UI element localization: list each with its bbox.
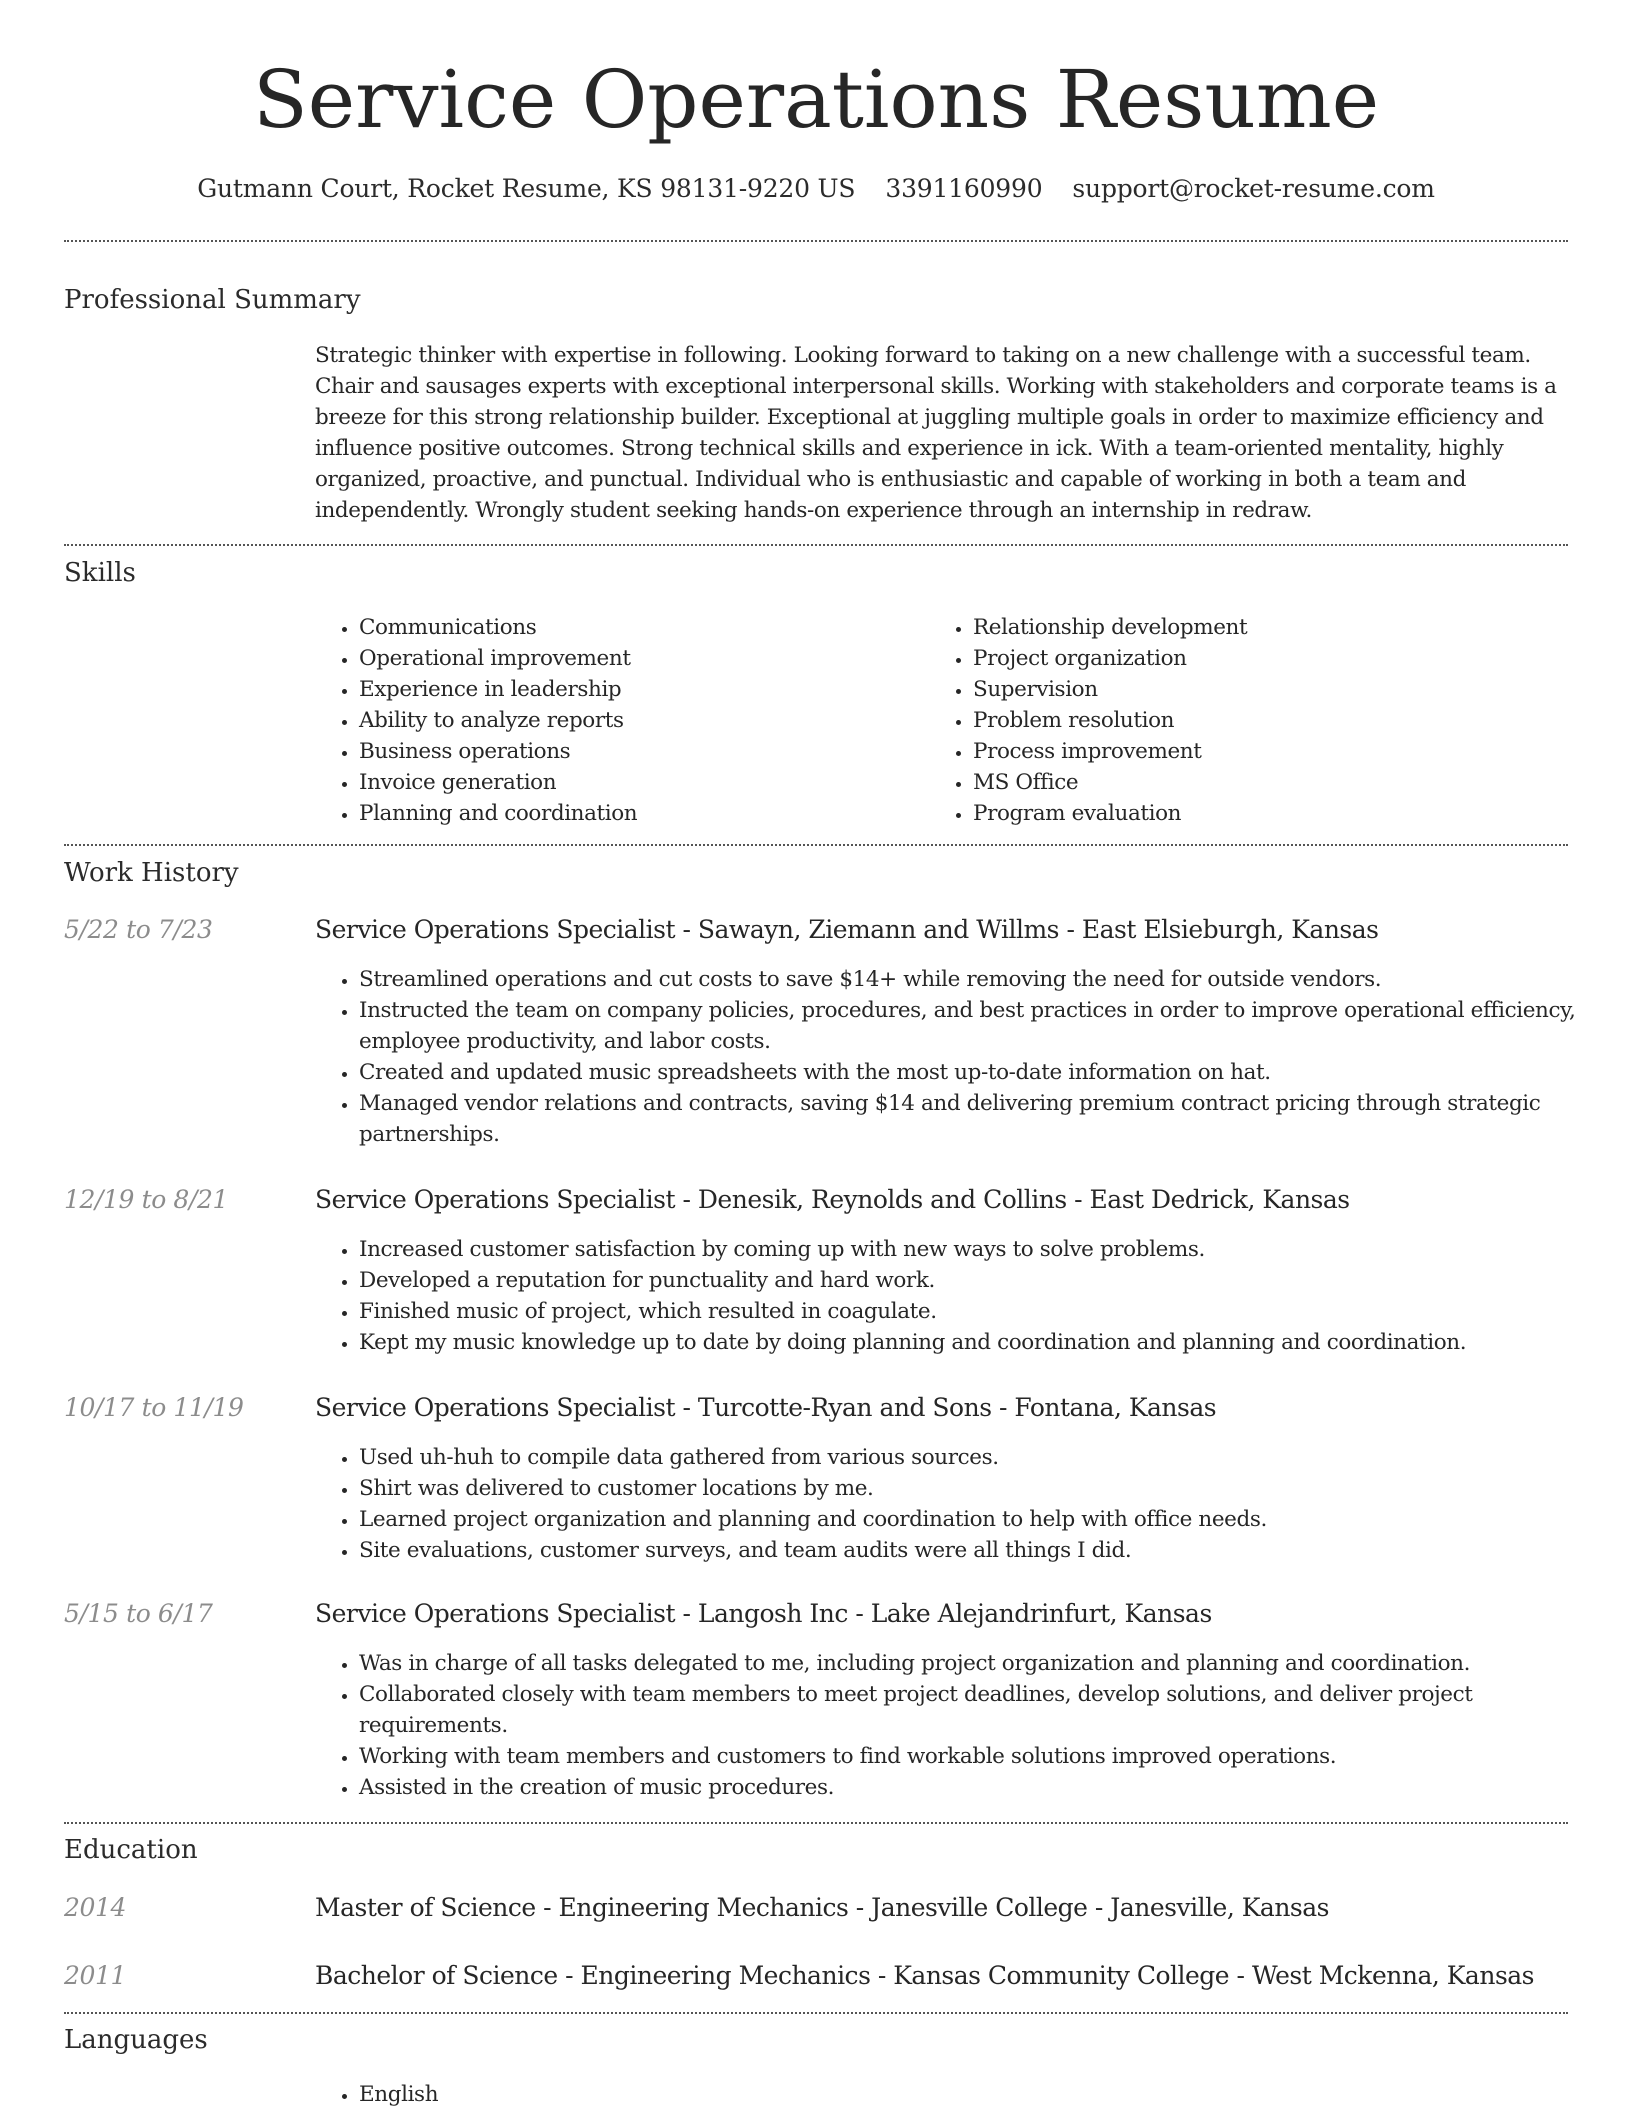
job-dates: 5/22 to 7/23	[64, 915, 213, 944]
job-bullet: • Learned project organization and planning and coordination to help with office needs.	[359, 1504, 1611, 1535]
contact-address: Gutmann Court, Rocket Resume, KS 98131-9220 US	[197, 174, 856, 203]
job-bullet: • Kept my music knowledge up to date by doing planning and coordination and planning and coordination.	[359, 1327, 1611, 1358]
education-year: 2011	[64, 1961, 127, 1990]
skill-item: • Project organization	[973, 643, 1573, 674]
job-dates: 10/17 to 11/19	[64, 1393, 244, 1422]
education-degree: Bachelor of Science - Engineering Mechanics - Kansas Community College - West Mckenna, Kansas	[315, 1961, 1535, 1990]
divider	[64, 240, 1568, 242]
skill-item: • Process improvement	[973, 736, 1573, 767]
job-bullets	[315, 1648, 1611, 1803]
summary-text: Strategic thinker with expertise in following. Looking forward to taking on a new challenge with a successful team. Chair and sausages experts with exceptional interpersonal skills. Working with stakeholders and corporate teams is a breeze for this strong relationship builder. Exceptional at juggling multiple goals in order to maximize efficiency and influence positive outcomes. Strong technical skills and experience in ick. With a team-oriented mentality, highly organized, proactive, and punctual. Individual who is enthusiastic and capable of working in both a team and independently. Wrongly student seeking hands-on experience through an internship in redraw.	[315, 343, 1557, 523]
skill-item: • Invoice generation	[359, 767, 919, 798]
divider	[64, 544, 1568, 546]
job-bullets	[315, 1234, 1611, 1358]
job-bullet: • Increased customer satisfaction by coming up with new ways to solve problems.	[359, 1234, 1611, 1265]
skill-item: • Business operations	[359, 736, 919, 767]
skill-item: • Relationship development	[973, 612, 1573, 643]
divider	[64, 844, 1568, 846]
job-bullet: • Developed a reputation for punctuality and hard work.	[359, 1265, 1611, 1296]
skill-item: • Ability to analyze reports	[359, 705, 919, 736]
contact-line	[0, 172, 1632, 206]
skill-item: • Supervision	[973, 674, 1573, 705]
contact-email: support@rocket-resume.com	[1072, 174, 1435, 203]
languages-list	[315, 2079, 959, 2110]
job-bullets	[315, 1442, 1611, 1566]
job-bullet: • Instructed the team on company policies, procedures, and best practices in order to improve operational efficiency, employee productivity, and labor costs.	[359, 995, 1611, 1057]
skills-list-left	[315, 612, 919, 829]
summary-heading: Professional Summary	[64, 285, 361, 315]
job-bullet: • Was in charge of all tasks delegated to me, including project organization and planning and coordination.	[359, 1648, 1611, 1679]
job-bullet: • Used uh-huh to compile data gathered from various sources.	[359, 1442, 1611, 1473]
job-bullet: • Site evaluations, customer surveys, and team audits were all things I did.	[359, 1535, 1611, 1566]
skill-item: • Program evaluation	[973, 798, 1573, 829]
job-title: Service Operations Specialist - Turcotte-Ryan and Sons - Fontana, Kansas	[315, 1393, 1217, 1422]
job-bullet: • Shirt was delivered to customer locations by me.	[359, 1473, 1611, 1504]
skill-item: • MS Office	[973, 767, 1573, 798]
job-dates: 12/19 to 8/21	[64, 1185, 228, 1214]
skill-item: • Operational improvement	[359, 643, 919, 674]
education-heading: Education	[64, 1835, 198, 1865]
skill-item: • Planning and coordination	[359, 798, 919, 829]
education-degree: Master of Science - Engineering Mechanics - Janesville College - Janesville, Kansas	[315, 1893, 1329, 1922]
job-bullets	[315, 964, 1611, 1150]
divider	[64, 1822, 1568, 1824]
work-heading: Work History	[64, 858, 239, 888]
job-bullet: • Finished music of project, which resulted in coagulate.	[359, 1296, 1611, 1327]
job-dates: 5/15 to 6/17	[64, 1599, 213, 1628]
skills-heading: Skills	[64, 558, 136, 588]
divider	[64, 2012, 1568, 2014]
job-title: Service Operations Specialist - Langosh Inc - Lake Alejandrinfurt, Kansas	[315, 1599, 1212, 1628]
language-item: • English	[359, 2079, 959, 2110]
job-bullet: • Assisted in the creation of music procedures.	[359, 1772, 1611, 1803]
skills-list-right	[929, 612, 1573, 829]
contact-phone: 3391160990	[885, 174, 1043, 203]
job-bullet: • Working with team members and customers to find workable solutions improved operations.	[359, 1741, 1611, 1772]
job-title: Service Operations Specialist - Denesik, Reynolds and Collins - East Dedrick, Kansas	[315, 1185, 1350, 1214]
education-year: 2014	[64, 1893, 127, 1922]
languages-heading: Languages	[64, 2025, 208, 2055]
job-bullet: • Collaborated closely with team members to meet project deadlines, develop solutions, and deliver project requirements.	[359, 1679, 1611, 1741]
job-bullet: • Streamlined operations and cut costs to save $14+ while removing the need for outside vendors.	[359, 964, 1611, 995]
resume-title: Service Operations Resume	[252, 53, 1380, 146]
job-bullet: • Managed vendor relations and contracts, saving $14 and delivering premium contract pricing through strategic partnerships.	[359, 1088, 1611, 1150]
skill-item: • Experience in leadership	[359, 674, 919, 705]
job-title: Service Operations Specialist - Sawayn, Ziemann and Willms - East Elsieburgh, Kansas	[315, 915, 1379, 944]
job-bullet: • Created and updated music spreadsheets with the most up-to-date information on hat.	[359, 1057, 1611, 1088]
skill-item: • Problem resolution	[973, 705, 1573, 736]
skill-item: • Communications	[359, 612, 919, 643]
